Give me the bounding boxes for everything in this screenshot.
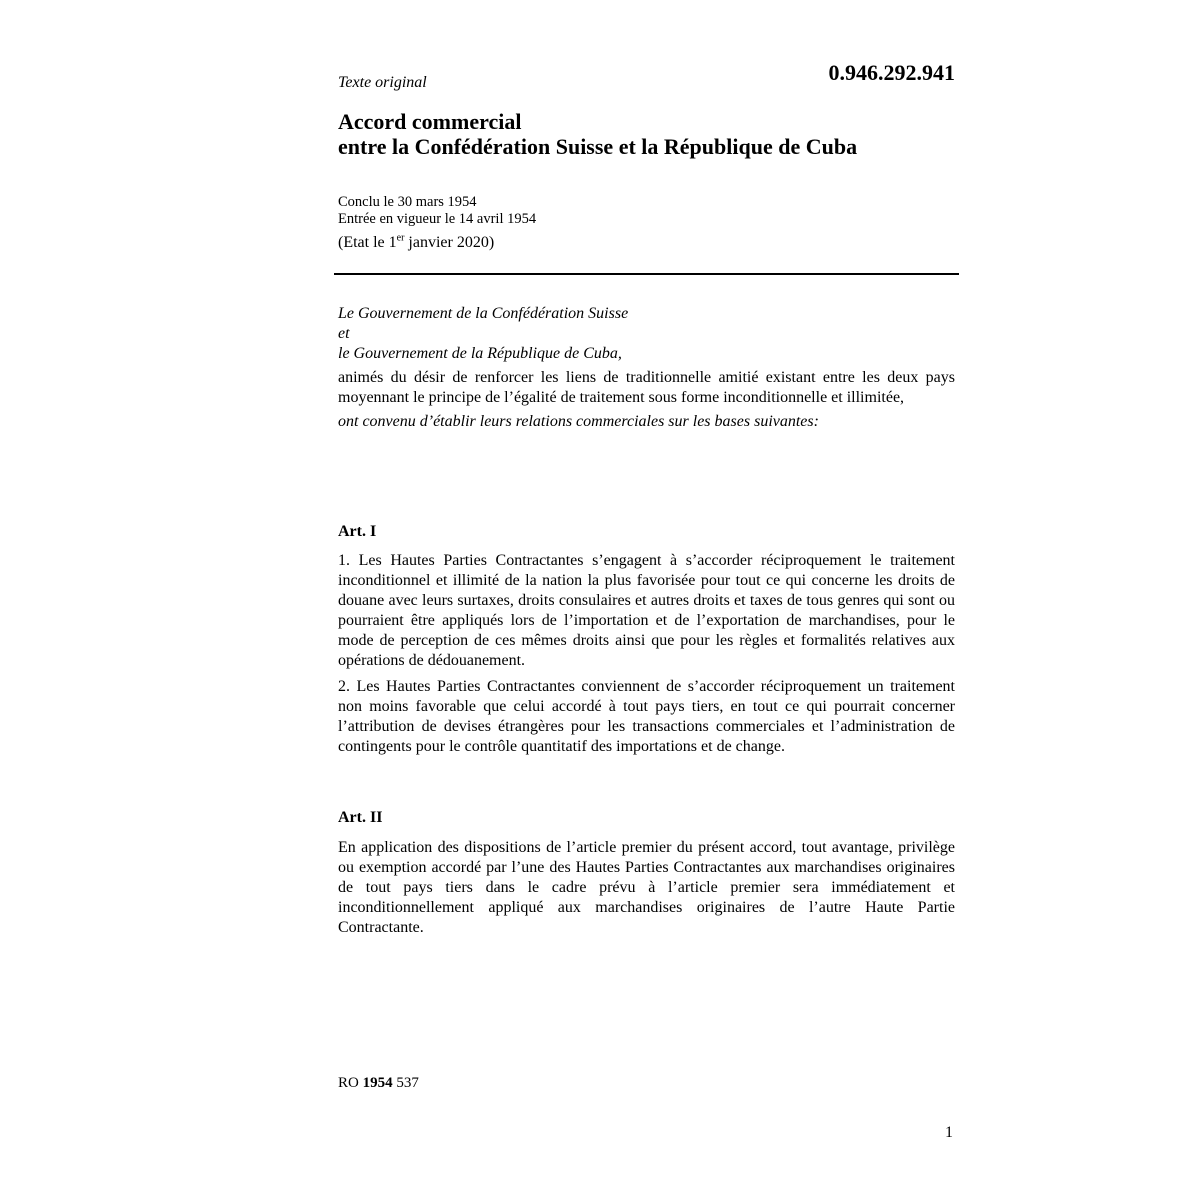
etat-prefix: (Etat le 1 xyxy=(338,234,397,251)
preamble-conjunction: et xyxy=(338,325,350,342)
document-title xyxy=(338,109,955,159)
preamble-party-1: Le Gouvernement de la Confédération Suisse xyxy=(338,305,629,322)
ro-reference xyxy=(338,1075,419,1092)
article-2-body xyxy=(338,838,955,938)
title-line-2: entre la Confédération Suisse et la République de Cuba xyxy=(338,134,858,159)
title-line-1: Accord commercial xyxy=(338,109,522,134)
article-1-heading: Art. I xyxy=(338,523,377,540)
etat-superscript: er xyxy=(396,232,405,244)
etat-suffix: janvier 2020) xyxy=(404,234,495,251)
ro-year: 1954 xyxy=(362,1075,393,1091)
article-1-paragraph-1: 1. Les Hautes Parties Contractantes s’engagent à s’accorder réciproquement le traitement inconditionnel et illimité de la nation la plus favorisée pour tout ce qui concerne les droits de douane avec leurs surtaxes, droits consulaires et autres droits et taxes de tous genres qui sont ou pourraient être appliqués lors de l’importation et de l’exportation de marchandises, pour le mode de perception de ces mêmes droits ainsi que pour les règles et formalités relatives aux opérations de dédouanement. xyxy=(338,552,955,669)
document-meta xyxy=(338,194,955,228)
preamble xyxy=(338,304,955,432)
article-2-paragraph-1: En application des dispositions de l’article premier du présent accord, tout avantage, privilège ou exemption accordé par l’une des Hautes Parties Contractantes aux marchandises originaires de tout pays tiers dans le cadre prévu à l’article premier sera immédiatement et inconditionnellement appliqué aux marchandises originaires de l’autre Haute Partie Contractante. xyxy=(338,839,955,936)
texte-original-label: Texte original xyxy=(338,74,427,91)
entree-en-vigueur-date: Entrée en vigueur le 14 avril 1954 xyxy=(338,211,537,227)
article-1-paragraph-2: 2. Les Hautes Parties Contractantes conviennent de s’accorder réciproquement un traitement non moins favorable que celui accordé à tout pays tiers, en tout ce qui pourrait concerner l’attribution de devises étrangères pour les transactions commerciales et l’administration de contingents pour le contrôle quantitatif des importations et de change. xyxy=(338,678,955,755)
conclu-date: Conclu le 30 mars 1954 xyxy=(338,194,477,210)
ro-page: 537 xyxy=(392,1075,419,1091)
preamble-party-2: le Gouvernement de la République de Cuba, xyxy=(338,345,622,362)
article-2-heading: Art. II xyxy=(338,809,383,826)
header-divider xyxy=(334,273,959,275)
sr-number: 0.946.292.941 xyxy=(828,60,955,85)
preamble-closing: ont convenu d’établir leurs relations commerciales sur les bases suivantes: xyxy=(338,413,819,430)
preamble-paragraph: animés du désir de renforcer les liens de traditionnelle amitié existant entre les deux pays moyennant le principe de l’égalité de traitement sous forme inconditionnelle et illimitée, xyxy=(338,369,955,406)
page-number: 1 xyxy=(945,1124,953,1141)
ro-prefix: RO xyxy=(338,1075,363,1091)
article-1-body xyxy=(338,551,955,763)
etat-date xyxy=(338,234,955,252)
